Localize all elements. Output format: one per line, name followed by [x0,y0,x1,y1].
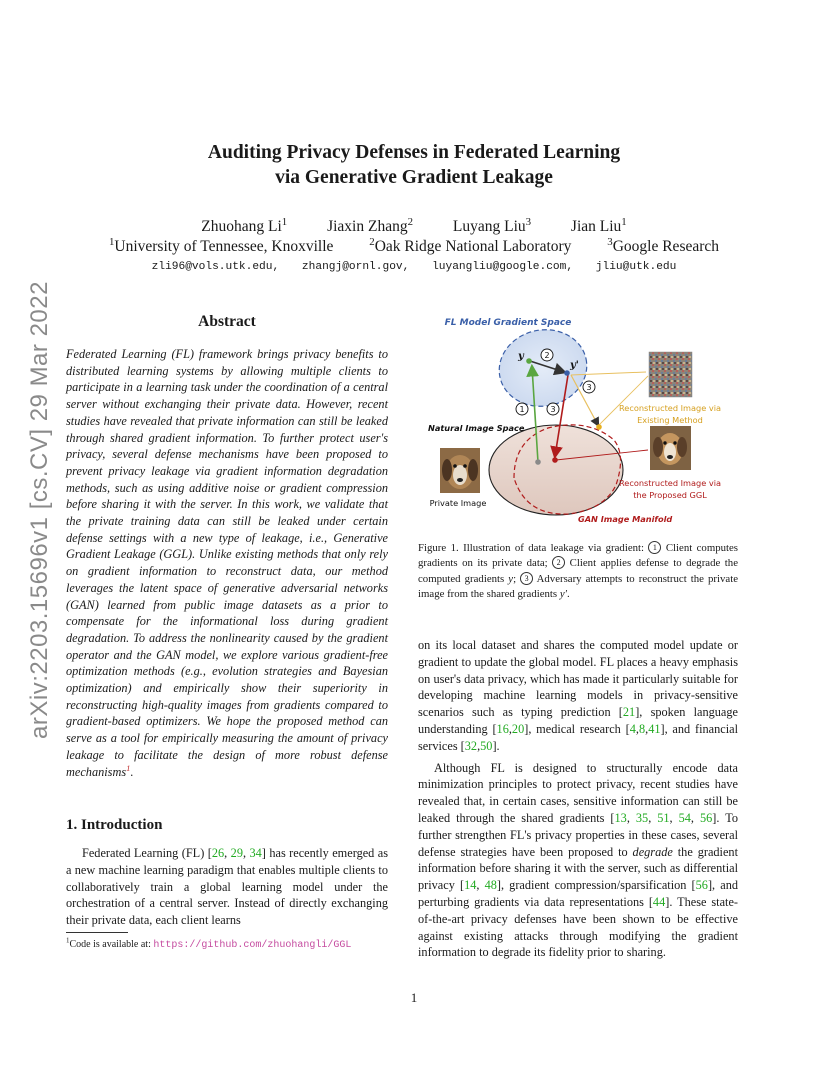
citation-link[interactable]: 4 [629,721,636,736]
step3-marker-b: 3 [586,383,592,392]
ggl-recon-point [552,457,558,463]
private-image-label: Private Image [429,498,487,508]
step-circle: 3 [520,572,533,585]
figure-diagram [418,310,758,528]
step3-marker: 3 [550,405,556,414]
author-list [0,215,828,236]
figure-1 [418,310,758,528]
y-label: y [518,351,524,362]
right-column-text [418,637,738,966]
email: zli96@vols.utk.edu, [151,261,280,273]
affiliation: $^2$Oak Ridge National Laboratory [369,235,572,255]
paper-title [0,140,828,190]
paragraph: Although FL is designed to structurally encode data minimization principles to protect privacy, recent studies have revealed that, in certain cases, sensitive information can still be leaked through the shared gradients [13, 35, 51, 54, 56]. To further strengthen FL's privacy properties in these cases, several defense strategies have been proposed to degrade the gradient information before sharing it with the server, such as differential privacy [14, 48], gradient compression/sparsification [56], and perturbing gradients via data representations [44]. These state-of-the-art privacy defenses have been shown to be effective against existing attacks through modifying the gradient information to degrade its fidelity prior to sharing. [418,760,738,960]
email-list [0,261,828,273]
citation-link[interactable]: 21 [622,705,636,720]
citation-link[interactable]: 35 [635,810,649,825]
arxiv-id: arXiv:2203.15696v1 [cs.CV] 29 Mar 2022 [26,281,53,739]
recon-existing-label-2: Existing Method [637,415,703,425]
recon-ggl-label-2: the Proposed GGL [633,490,707,500]
affiliation: $^3$Google Research [607,235,720,255]
paragraph: on its local dataset and shares the computed model update or gradient to update the global model. FL places a heavy emphasis on user's data privacy, which has made it particularly suitable for developing machine learning models in privacy-sensitive scenarios such as typing prediction [21], spoken language understanding [16,20], medical research [4,8,41], and financial services [32,50]. [418,638,738,753]
citation-link[interactable]: 51 [657,810,670,825]
step-circle: 2 [552,556,565,569]
recon-existing-label-1: Reconstructed Image via [618,403,722,413]
existing-recon-point [596,424,602,430]
citation-link[interactable]: 34 [249,846,262,860]
gradient-y-prime-point [564,370,570,376]
citation-link[interactable]: 16 [496,721,509,736]
abstract-text: Federated Learning (FL) framework brings privacy benefits to distributed learning systems by allowing multiple clients to participate in a learning task under the coordination of a central server without exchanging their private data. However, recent studies have revealed that private information can still be leaked through shared gradient information. To further protect user's privacy, several defense mechanisms have been proposed to prevent privacy leakage via gradient information degradation methods, such as using additive noise or gradient compression before sharing it with the server. In this work, we validate that the private training data can still be leaked under certain defense settings with a new type of leakage, i.e., Generative Gradient Leakage (GGL). Unlike existing methods that only rely on gradient information to reconstruct data, our method leverages the latent space of generative adversarial networks (GAN) learned from public image datasets as a prior to compensate for the informational loss during gradient degradation. To address the nonlinearity caused by the gradient operator and the GAN model, we explore various gradient-free optimization methods (e.g., evolution strategies and Bayesian optimization) and empirically show their superiority in reconstructing high-quality images from gradients compared to gradient-based optimizers. We hope the proposed method can serve as a tool for empirically measuring the amount of privacy leakage to facilitate the design of more robust defense mechanisms$^1$. [66,347,388,779]
author: Zhuohang Li$^1$ [201,215,288,235]
citation-link[interactable]: 48 [484,878,497,893]
page-number: 1 [410,990,418,1005]
title-line-1: Auditing Privacy Defenses in Federated Learning [207,142,621,163]
citation-link[interactable]: 54 [678,810,691,825]
citation-link[interactable]: 56 [699,810,713,825]
email: zhangj@ornl.gov, [301,261,410,273]
gradient-space-label: FL Model Gradient Space [444,318,572,328]
citation-link[interactable]: 32 [464,738,478,753]
citation-link[interactable]: 41 [648,721,661,736]
affiliation: $^1$University of Tennessee, Knoxville [108,235,334,255]
code-url-link[interactable]: https://github.com/zhuohangli/GGL [153,940,352,951]
citation-link[interactable]: 50 [480,738,493,753]
arxiv-sidebar [20,281,60,739]
citation-link[interactable]: 13 [614,810,627,825]
private-data-point [535,459,541,465]
step2-marker: 2 [544,351,550,360]
affiliation-list [0,235,828,256]
intro-paragraph: Federated Learning (FL) [26, 29, 34] has recently emerged as a new machine learning paradigm that enables multiple clients to collaboratively train a global learning model under the orchestration of a central server. Instead of directly exchanging their private data, each client learns [66,846,389,928]
citation-link[interactable]: 26 [211,846,225,860]
section-heading-introduction: 1. Introduction [66,817,163,833]
figure-1-caption: Figure 1. Illustration of data leakage via gradient: 1 Client computes gradients on its private data; 2 Client applies defense to degrade the computed gradients y; 3 Adversary attempts to reconstruct the private image from the shared gradients y′. [418,542,739,601]
step1-marker: 1 [519,405,525,414]
citation-link[interactable]: 56 [695,878,708,893]
footnote: $^1$Code is available at: https://github.com/zhuohangli/GGL [66,936,352,951]
natural-space-label: Natural Image Space [428,423,525,433]
citation-link[interactable]: 44 [652,894,666,909]
y-prime-label: y' [570,360,579,371]
citation-link[interactable]: 20 [511,721,525,736]
email: luyangliu@google.com, [432,261,574,273]
gradient-y-point [526,358,532,364]
ggl-reconstruction [650,426,691,470]
author: Jian Liu$^1$ [570,215,627,235]
citation-link[interactable]: 14 [464,878,477,893]
email: jliu@utk.edu [595,261,677,273]
footnote-rule [66,932,128,933]
title-line-2: via Generative Gradient Leakage [275,167,553,188]
private-image [440,448,480,493]
author: Luyang Liu$^3$ [452,215,532,235]
citation-link[interactable]: 29 [230,846,243,860]
existing-method-reconstruction [649,352,692,397]
abstract-heading: Abstract [198,313,256,330]
step-circle: 1 [648,541,661,554]
recon-ggl-label-1: Reconstructed Image via [618,478,722,488]
author: Jiaxin Zhang$^2$ [327,215,413,235]
gan-manifold-label: GAN Image Manifold [578,514,673,524]
citation-link[interactable]: 8 [638,721,646,736]
footnote-mark[interactable]: 1 [126,762,131,773]
